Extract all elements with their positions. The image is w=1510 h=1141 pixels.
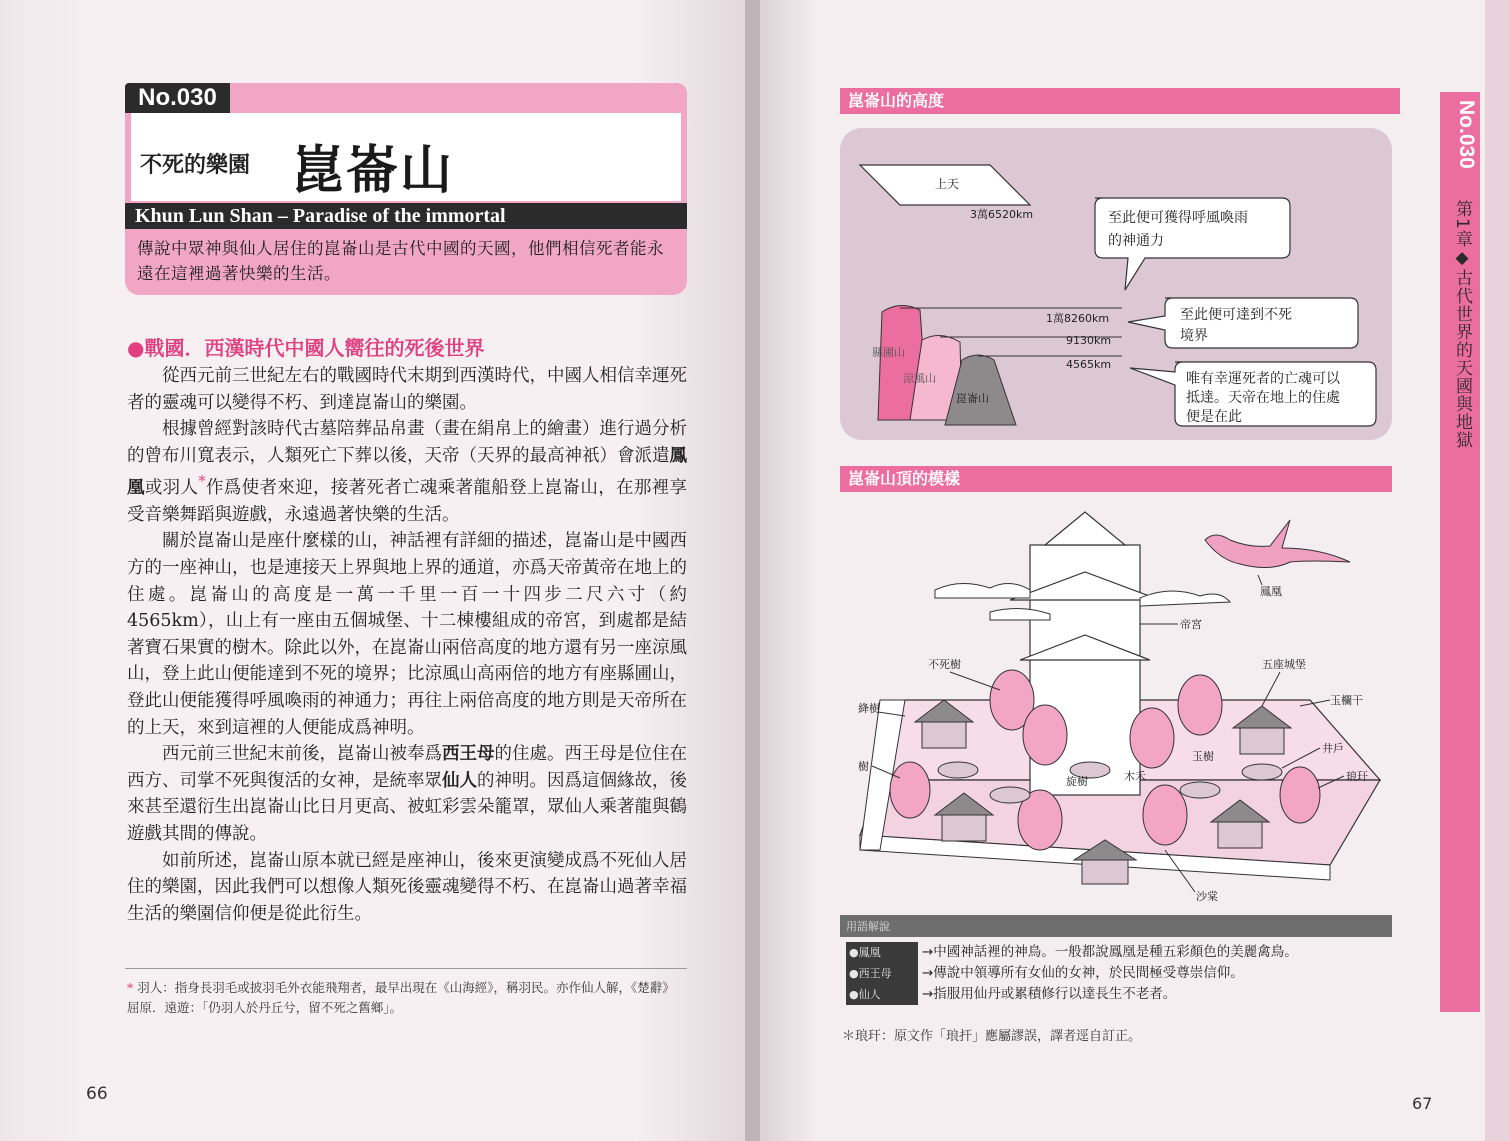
label-jade-tree: 玉樹 [1192,750,1214,763]
castle-3 [942,815,986,841]
paragraph-2-a: 根據曾經對該時代古墓陪葬品帛畫（畫在絹帛上的繪畫）進行過分析的曾布川寬表示，人類死亡下葬以後，天帝（天界的最高神祇）會派遣 [127,419,687,466]
callout-2-line-2: 境界 [1180,328,1208,344]
cloud-left [935,583,1030,598]
callout-1-line-1: 至此便可獲得呼風喚雨 [1108,210,1248,226]
label-kunlun: 崑崙山 [956,392,989,405]
callout-2 [1128,298,1358,348]
pond-4 [990,787,1030,803]
term-xianren: 仙人 [442,770,477,791]
glossary-desc: →中國神話裡的神鳥。一般都說鳳凰是種五彩顏色的美麗禽鳥。 [922,944,1298,960]
paragraph-4-a: 西元前三世紀末前後，崑崙山被奉爲 [162,744,442,765]
glossary-title-text: 用語解說 [846,920,890,933]
leader-phoenix [1258,575,1262,585]
glossary-term: ●西王母 [846,963,918,984]
page-number-right: 67 [1412,1094,1433,1113]
paragraph-4-c: 的住處。西王母是位住在西方、司掌不死與復活的女神，是統率眾 [127,744,687,791]
heaven-label: 上天 [935,177,960,191]
castle-4 [1218,822,1262,848]
section-heading: ●戰國．西漢時代中國人嚮往的死後世界 [127,336,485,360]
label-tree: 樹 [858,760,869,773]
label-phoenix: 鳳凰 [1260,585,1282,598]
cloud-right [1140,591,1230,606]
callout-3-line-3: 便是在此 [1186,409,1242,425]
glossary-item [846,963,1396,984]
label-shatang: 沙棠 [1196,890,1218,903]
label-langan: 琅玕 [1346,770,1368,783]
tree-left [890,762,930,818]
glossary-desc: →指服用仙丹或累積修行以達長生不老者。 [922,986,1177,1002]
pond-1 [938,762,978,778]
glossary-list [846,942,1396,1005]
tree-muhe [1143,785,1187,845]
castle-2 [1240,728,1284,754]
castle-5 [1082,860,1128,884]
paragraph-2-d: 作爲使者來迎，接著死者亡魂乘著龍船登上崑崙山，在那裡享受音樂舞蹈與遊戲，永遠過著快樂的生活。 [127,478,688,525]
pond-3 [1242,764,1282,780]
term-phoenix: 鳳凰 [127,445,687,499]
diagram2-title: 崑崙山頂的模樣 [848,469,961,488]
label-well: 井戶 [1322,742,1344,755]
label-palace: 帝宮 [1180,618,1202,631]
side-chapter-title: 第1章◆古代世界的天國與地獄 [1452,200,1472,449]
label-xuan-tree: 旋樹 [1066,775,1088,788]
paragraph-5: 如前所述，崑崙山原本就已經是座神山，後來更演變成爲不死仙人居住的樂園，因此我們可以想像人類死後靈魂變得不朽、在崑崙山過著幸福生活的樂園信仰便是從此衍生。 [127,850,687,924]
height-xianpu: 1萬8260km [1046,312,1110,325]
glossary-term: ●仙人 [846,984,918,1005]
glossary-bar [840,915,1392,937]
side-entry-number: No.030 [1455,100,1478,169]
paragraph-1: 從西元前三世紀左右的戰國時代末期到西漢時代，中國人相信幸運死者的靈魂可以變得不朽、到達崑崙山的樂園。 [127,366,687,413]
term-xiwangmu: 西王母 [442,744,495,765]
label-immortal-tree: 不死樹 [928,658,961,671]
diagram1-title: 崑崙山的高度 [848,91,945,110]
glossary-term: ●鳳凰 [846,942,918,963]
height-kunlun: 4565km [1066,358,1112,371]
translator-note: ＊琅玕：原文作「琅扞」應屬謬誤，譯者逕自訂正。 [842,1029,1142,1044]
callout-2-line-1: 至此便可達到不死 [1180,307,1292,323]
glossary-item [846,942,1396,963]
phoenix-illustration [1205,520,1350,568]
footnote-marker: * [198,473,206,491]
footnote-text: 羽人：指身長羽毛或披羽毛外衣能飛翔者，最早出現在《山海經》，稱羽民。亦作仙人解，《楚辭》屈原．遠遊：「仍羽人於丹丘兮，留不死之舊鄉」。 [127,980,675,1015]
label-liangfeng: 涼風山 [903,372,936,385]
label-xianpu: 縣圃山 [872,346,905,359]
english-title: Khun Lun Shan – Paradise of the immortal [135,205,506,227]
tree-right [1178,675,1222,735]
label-muhe: 木禾 [1124,770,1146,783]
page-number-left: 66 [86,1084,108,1104]
summary-text: 傳說中眾神與仙人居住的崑崙山是古代中國的天國，他們相信死者能永遠在這裡過著快樂的生活。 [137,239,664,283]
label-five-castles: 五座城堡 [1262,658,1306,671]
tree-jade [1130,708,1174,768]
entry-number-tag: No.030 [125,83,230,113]
glossary-title [846,915,896,937]
entry-subtitle: 不死的樂園 [140,153,251,178]
label-pearl-tree: 絳樹 [858,702,880,715]
callout-1-line-2: 的神通力 [1108,233,1164,249]
leader-immortal-tree [950,672,1000,690]
glossary-item [846,984,1396,1005]
height-liangfeng: 9130km [1066,334,1112,347]
castle-1 [922,722,966,748]
paragraph-2-c: 或羽人 [144,478,199,499]
height-heaven: 3萬6520km [970,208,1034,221]
callout-3-line-1: 唯有幸運死者的亡魂可以 [1186,371,1340,387]
tree-langan [1280,767,1320,823]
diagram2-title-bar [840,466,1392,492]
tree-mid-left [1023,705,1067,765]
callout-3-line-2: 抵達。天帝在地上的住處 [1186,390,1340,406]
glossary-desc: →傳說中領導所有女仙的女神，於民間極受尊崇信仰。 [922,965,1244,981]
label-jade-rail: 玉欄干 [1330,694,1363,707]
palace-roof [1045,512,1125,545]
pond-5 [1180,782,1220,798]
paragraph-4-e: 的神明。因爲這個緣故，後來甚至還衍生出崑崙山比日月更高、被虹彩雲朵籠罩，眾仙人乘著龍與鶴遊戲其間的傳說。 [127,770,687,844]
paragraph-3: 關於崑崙山是座什麼樣的山，神話裡有詳細的描述，崑崙山是中國西方的一座神山，也是連接天上界與地上界的通道，亦爲天帝黃帝在地上的住處。崑崙山的高度是一萬一千里一百一十四步二尺六寸（約4565km），山上有一座由五個城堡、十二棟樓組成的帝宮，到處都是結著寶石果實的樹木。除此以外，在崑崙山兩倍高度的地方還有另一座涼風山，登上此山便能達到不死的境界；比涼風山高兩倍的地方有座縣圃山，登此山便能獲得呼風喚雨的神通力；再往上兩倍高度的地方則是天帝所在的上天，來到這裡的人便能成爲神明。 [127,531,687,738]
footnote-star: * [127,980,134,995]
entry-title: 崑崙山 [292,141,455,201]
